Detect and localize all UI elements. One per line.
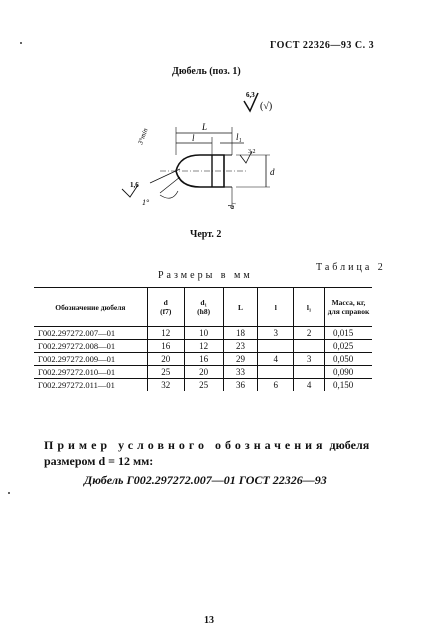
- cell-l1: [294, 340, 325, 353]
- scan-speck: [8, 492, 10, 494]
- dowel-drawing: [120, 85, 300, 220]
- cell-mass: 0,150: [324, 379, 372, 392]
- label-L: L: [202, 122, 208, 132]
- page-header: ГОСТ 22326—93 С. 3: [270, 40, 375, 51]
- cell-d1: 25: [184, 379, 223, 392]
- col-L: L: [223, 288, 258, 327]
- cell-d1: 10: [184, 327, 223, 340]
- cell-l1: 2: [294, 327, 325, 340]
- label-l: l: [192, 133, 195, 143]
- cell-d: 32: [147, 379, 184, 392]
- page-number: 13: [204, 615, 214, 626]
- cell-mass: 0,015: [324, 327, 372, 340]
- label-chamfer-top: 3°min: [136, 127, 150, 146]
- cell-designation: Г002.297272.009—01: [34, 353, 147, 366]
- drawing-caption: Черт. 2: [190, 229, 222, 240]
- cell-designation: Г002.297272.010—01: [34, 366, 147, 379]
- cell-designation: Г002.297272.011—01: [38, 380, 115, 390]
- label-chamfer-side: 1°: [142, 198, 150, 207]
- figure-caption: Дюбель (поз. 1): [172, 66, 241, 77]
- cell-d1: 12: [184, 340, 223, 353]
- cell-d: 20: [147, 353, 184, 366]
- cell-L: 23: [223, 340, 258, 353]
- dimensions-table: [34, 287, 372, 391]
- cell-mass: 0,025: [324, 340, 372, 353]
- table-row: [34, 327, 372, 340]
- cell-l: [258, 340, 294, 353]
- col-designation: Обозначение дюбеля: [34, 288, 147, 327]
- example-notation: Дюбель Г002.297272.007—01 ГОСТ 22326—93: [84, 473, 327, 487]
- cell-d: 12: [147, 327, 184, 340]
- col-mass: Масса, кг, для справок: [324, 288, 372, 327]
- cell-l1: 4: [294, 379, 325, 392]
- cell-l1: 3: [294, 353, 325, 366]
- col-d1: d₁ (h8): [184, 288, 223, 327]
- cell-mass: 0,090: [324, 366, 372, 379]
- label-l1: l₁: [236, 132, 242, 142]
- table-row: [34, 366, 372, 379]
- label-1-6: 1,6: [130, 181, 139, 189]
- cell-L: 29: [223, 353, 258, 366]
- cell-L: 33: [223, 366, 258, 379]
- cell-d: 16: [147, 340, 184, 353]
- col-l: l: [258, 288, 294, 327]
- cell-mass: 0,050: [324, 353, 372, 366]
- cell-L: 36: [223, 379, 258, 392]
- cell-designation: Г002.297272.008—01: [34, 340, 147, 353]
- roughness-value: 6,3: [246, 91, 255, 99]
- label-d: d: [270, 167, 275, 177]
- col-d: d (f7): [147, 288, 184, 327]
- dimensions-label: Размеры в мм: [158, 270, 253, 281]
- example-rest: дюбеля размером d = 12 мм:: [44, 438, 370, 468]
- table-row: [34, 353, 372, 366]
- cell-L: 18: [223, 327, 258, 340]
- label-3-2: 3,2: [248, 149, 256, 155]
- cell-d1: 16: [184, 353, 223, 366]
- table-row: [34, 379, 372, 392]
- cell-l1: [294, 366, 325, 379]
- example-paragraph: [44, 437, 386, 469]
- cell-l: 6: [258, 379, 294, 392]
- label-d1: d₁: [227, 202, 236, 209]
- table-label: Таблица 2: [316, 262, 386, 273]
- col-l1: l₁: [294, 288, 325, 327]
- cell-l: [258, 366, 294, 379]
- cell-designation: Г002.297272.007—01: [34, 327, 147, 340]
- table-row: [34, 340, 372, 353]
- cell-d1: 20: [184, 366, 223, 379]
- roughness-paren: (√): [260, 101, 273, 112]
- table-header-row: [34, 288, 372, 327]
- cell-l: 4: [258, 353, 294, 366]
- cell-l: 3: [258, 327, 294, 340]
- cell-d: 25: [147, 366, 184, 379]
- scan-speck: [20, 42, 22, 44]
- example-heading: Пример условного обозначения: [44, 438, 327, 452]
